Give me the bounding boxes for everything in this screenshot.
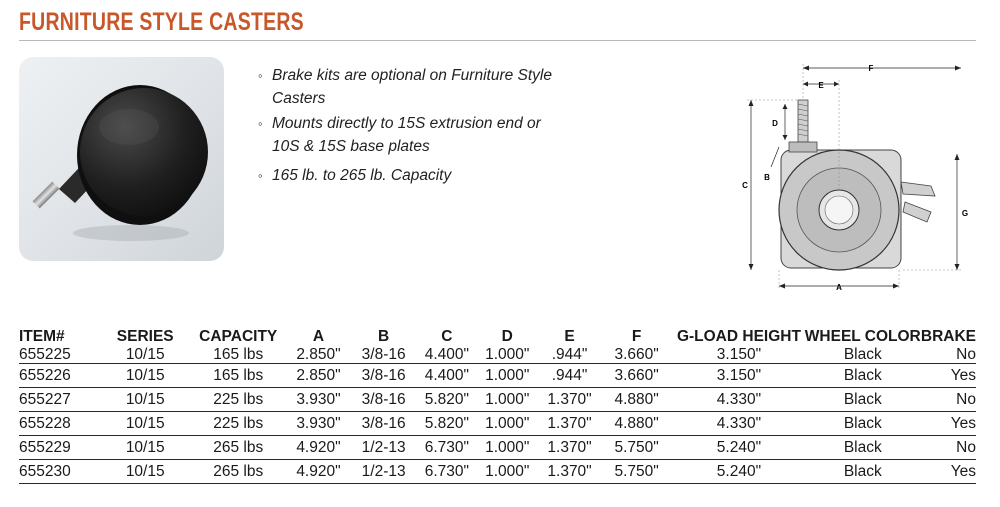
cell-d: 1.000" (476, 412, 539, 436)
cell-d: 1.000" (476, 436, 539, 460)
cell-f: 5.750" (600, 436, 673, 460)
dim-label-b: B (764, 173, 770, 182)
cell-e: .944" (539, 346, 600, 364)
cell-e: .944" (539, 364, 600, 388)
header-a: A (312, 328, 325, 345)
cell-f: 3.660" (600, 346, 673, 364)
feature-item: ◦ Mounts directly to 15S extrusion end or 10S & 15S base plates (258, 112, 572, 158)
cell-series: 10/15 (102, 412, 189, 436)
dim-label-g: G (961, 209, 969, 218)
cell-e: 1.370" (539, 412, 600, 436)
header-e: E (564, 328, 575, 345)
cell-e: 1.370" (539, 436, 600, 460)
cell-a: 4.920" (288, 436, 349, 460)
cell-g-load-height: 5.240" (673, 436, 805, 460)
table-row (19, 460, 976, 484)
cell-capacity: 225 lbs (189, 412, 288, 436)
cell-c: 6.730" (418, 436, 475, 460)
cell-brake: Yes (921, 412, 976, 436)
cell-capacity: 225 lbs (189, 388, 288, 412)
feature-item: ◦ 165 lb. to 265 lb. Capacity (258, 164, 572, 187)
cell-b: 3/8-16 (349, 364, 418, 388)
cell-item: 655228 (19, 412, 102, 436)
cell-a: 2.850" (288, 346, 349, 364)
page-title: FURNITURE STYLE CASTERS (19, 8, 304, 36)
dim-label-f: F (868, 64, 874, 73)
table-row (19, 436, 976, 460)
dim-label-e: E (818, 81, 824, 90)
cell-item: 655226 (19, 364, 102, 388)
cell-f: 3.660" (600, 364, 673, 388)
cell-d: 1.000" (476, 364, 539, 388)
cell-a: 3.930" (288, 412, 349, 436)
cell-wheel-color: Black (805, 346, 921, 364)
table-header-row (19, 327, 976, 346)
bullet-icon: ◦ (258, 116, 263, 131)
cell-d: 1.000" (476, 346, 539, 364)
cell-e: 1.370" (539, 388, 600, 412)
cell-capacity: 265 lbs (189, 436, 288, 460)
cell-f: 5.750" (600, 460, 673, 484)
cell-c: 5.820" (418, 412, 475, 436)
header-wheel-color: WHEEL COLOR (804, 328, 921, 345)
bullet-icon: ◦ (258, 168, 263, 183)
cell-series: 10/15 (102, 460, 189, 484)
cell-f: 4.880" (600, 388, 673, 412)
table-row (19, 364, 976, 388)
cell-series: 10/15 (102, 364, 189, 388)
title-divider (19, 40, 976, 41)
feature-item: ◦ Brake kits are optional on Furniture Style Casters (258, 64, 572, 110)
cell-c: 4.400" (418, 364, 475, 388)
cell-series: 10/15 (102, 436, 189, 460)
header-g-load-height: G-LOAD HEIGHT (676, 328, 801, 345)
cell-d: 1.000" (476, 460, 539, 484)
header-capacity: CAPACITY (199, 328, 278, 345)
cell-f: 4.880" (600, 412, 673, 436)
caster-photo (19, 57, 224, 261)
cell-wheel-color: Black (805, 364, 921, 388)
cell-b: 3/8-16 (349, 412, 418, 436)
cell-g-load-height: 4.330" (673, 388, 805, 412)
cell-brake: No (921, 346, 976, 364)
table-row (19, 388, 976, 412)
cell-a: 2.850" (288, 364, 349, 388)
table-row (19, 346, 976, 364)
cell-g-load-height: 3.150" (673, 364, 805, 388)
cell-brake: No (921, 436, 976, 460)
cell-b: 1/2-13 (349, 436, 418, 460)
feature-list (258, 64, 572, 189)
cell-item: 655230 (19, 460, 102, 484)
cell-a: 3.930" (288, 388, 349, 412)
cell-c: 5.820" (418, 388, 475, 412)
cell-capacity: 165 lbs (189, 364, 288, 388)
cell-brake: Yes (921, 460, 976, 484)
cell-wheel-color: Black (805, 412, 921, 436)
cell-b: 3/8-16 (349, 388, 418, 412)
dim-label-c: C (742, 181, 748, 190)
cell-capacity: 265 lbs (189, 460, 288, 484)
caster-specs-table (19, 327, 976, 484)
cell-b: 3/8-16 (349, 346, 418, 364)
cell-brake: Yes (921, 364, 976, 388)
cell-capacity: 165 lbs (189, 346, 288, 364)
cell-series: 10/15 (102, 388, 189, 412)
cell-c: 6.730" (418, 460, 475, 484)
cell-g-load-height: 5.240" (673, 460, 805, 484)
header-item: ITEM# (19, 328, 65, 345)
cell-wheel-color: Black (805, 436, 921, 460)
header-brake: BRAKE (920, 328, 976, 345)
header-c: C (441, 328, 453, 345)
cell-item: 655225 (19, 346, 102, 364)
cell-g-load-height: 4.330" (673, 412, 805, 436)
bullet-icon: ◦ (258, 68, 263, 83)
header-b: B (378, 328, 390, 345)
table-row (19, 412, 976, 436)
dim-label-a: A (836, 283, 842, 292)
cell-brake: No (921, 388, 976, 412)
header-d: D (501, 328, 513, 345)
cell-series: 10/15 (102, 346, 189, 364)
cell-e: 1.370" (539, 460, 600, 484)
cell-b: 1/2-13 (349, 460, 418, 484)
cell-g-load-height: 3.150" (673, 346, 805, 364)
cell-item: 655227 (19, 388, 102, 412)
caster-dimension-diagram (735, 62, 975, 292)
cell-d: 1.000" (476, 388, 539, 412)
cell-c: 4.400" (418, 346, 475, 364)
cell-a: 4.920" (288, 460, 349, 484)
cell-wheel-color: Black (805, 388, 921, 412)
header-series: SERIES (116, 328, 174, 345)
header-f: F (631, 328, 642, 345)
cell-wheel-color: Black (805, 460, 921, 484)
cell-item: 655229 (19, 436, 102, 460)
dim-label-d: D (772, 119, 778, 128)
